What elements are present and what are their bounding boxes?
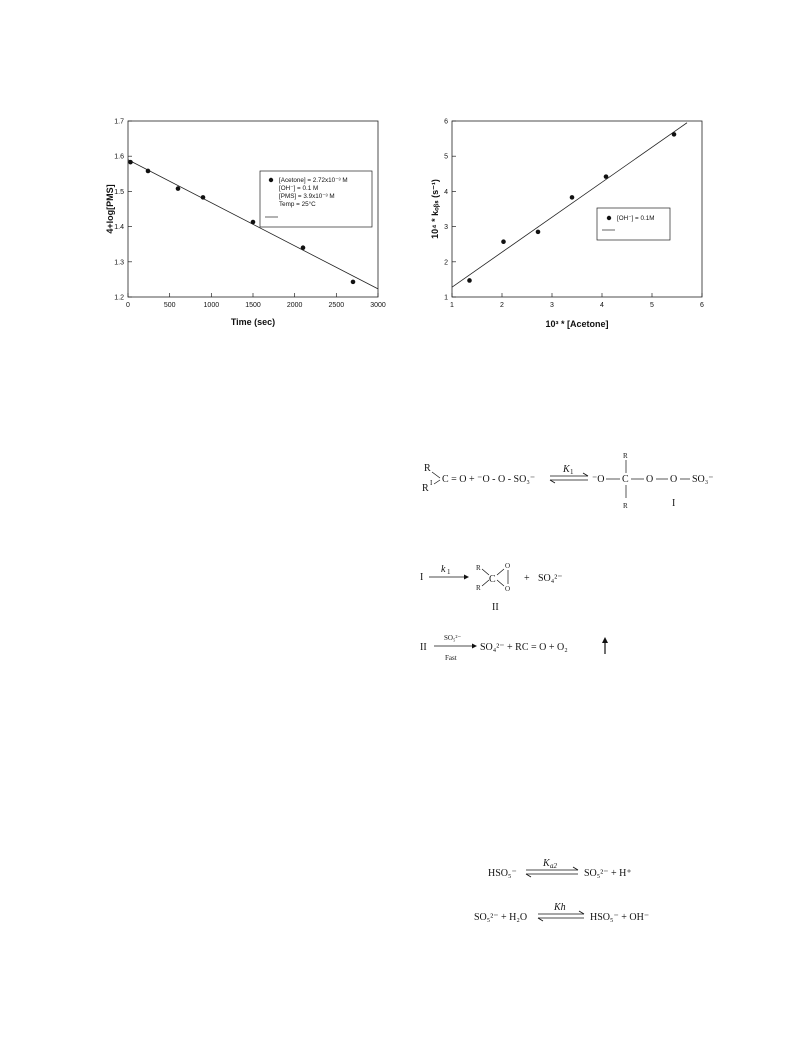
legend-marker (607, 216, 611, 220)
data-point (570, 195, 575, 200)
legend (260, 171, 372, 227)
data-point (604, 174, 609, 179)
eq2-reactant: I (420, 572, 424, 583)
x-tick-label: 1 (450, 302, 454, 309)
x-tick-label: 2000 (286, 302, 303, 309)
data-point (251, 220, 256, 225)
y-tick-label: 4 (444, 188, 448, 196)
x-axis-label: Time (sec) (230, 317, 276, 327)
chart-pms-svg (105, 115, 393, 335)
bond (482, 569, 489, 575)
eq2-k-sub: 1 (447, 568, 451, 576)
eq2-r-bottom: R (476, 584, 481, 592)
equation-2-dioxirane (418, 558, 618, 616)
y-tick-label: 1.4 (114, 224, 124, 232)
x-tick-label: 1500 (245, 302, 261, 309)
x-tick-label: 3 (550, 302, 554, 309)
eq1-so3: SO₃⁻ (692, 474, 714, 485)
bond (497, 569, 504, 575)
gas-evolution-arrow-icon (602, 637, 608, 654)
eq3-below: Fast (445, 654, 457, 662)
eq3-above: SO₅²⁻ (444, 634, 462, 642)
y-tick-label: 1.5 (114, 188, 124, 196)
x-tick-label: 2500 (328, 302, 345, 309)
equation-3-fast-step (418, 628, 628, 672)
eq2-numeral: II (492, 602, 499, 613)
legend-line-2: [OH⁻] = 0.1 M (279, 185, 319, 192)
eq1-numeral: I (672, 498, 676, 509)
data-point (467, 278, 472, 283)
eq1-o1: O (646, 474, 654, 485)
eq2-plus: + (524, 573, 530, 584)
y-tick-label: 5 (444, 153, 448, 161)
eq1-o2: O (670, 474, 678, 485)
legend-marker (269, 178, 273, 182)
eq4-k-sub: a2 (550, 862, 557, 870)
legend (597, 208, 670, 240)
eq5-left: SO₅²⁻ + H₂O (474, 912, 528, 923)
eq1-minus-o: ⁻O (592, 474, 605, 485)
equation-4-acid-dissociation (486, 854, 656, 884)
x-tick-label: 1000 (203, 302, 220, 309)
y-tick-label: 1.3 (114, 259, 124, 267)
bond (432, 472, 440, 478)
eq2-product: SO₄²⁻ (538, 573, 563, 584)
data-point (351, 280, 356, 285)
eq2-o-bottom: O (505, 585, 511, 593)
data-point (146, 169, 151, 174)
legend-box (597, 208, 670, 240)
eq4-right: SO₅²⁻ + H⁺ (584, 868, 632, 879)
y-tick-label: 1.7 (114, 118, 124, 126)
y-tick-label: 1.6 (114, 153, 124, 161)
equation-5-hydrolysis (472, 898, 662, 928)
legend-line-1: [OH⁻] = 0.1M (617, 215, 655, 222)
y-tick-label: 2 (444, 259, 448, 267)
y-tick-label: 1 (444, 294, 448, 302)
x-tick-label: 0 (126, 302, 130, 309)
eq5-k: Kh (554, 902, 566, 913)
y-axis-label: 4+log[PMS] (105, 184, 115, 234)
chart-pms-vs-time (105, 115, 393, 335)
bond (434, 480, 440, 484)
eq2-r-top: R (476, 564, 481, 572)
x-tick-label: 2 (500, 302, 504, 309)
eq1-r-up: R (623, 452, 628, 460)
eq1-k-sub: 1 (570, 468, 574, 476)
legend-line-4: Temp = 25°C (279, 201, 316, 208)
x-tick-label: 500 (163, 302, 176, 309)
r-prime: I (430, 479, 433, 487)
data-point (301, 245, 306, 250)
bond (482, 580, 489, 586)
legend-line-1: [Acetone] = 2.72x10⁻³ M (279, 177, 348, 184)
x-tick-label: 5 (650, 302, 654, 309)
data-point (672, 132, 677, 137)
eq4-left: HSO₅⁻ (488, 868, 517, 879)
y-tick-label: 1.2 (114, 294, 124, 302)
eq2-c: C (489, 574, 496, 585)
fit-line (452, 123, 687, 287)
r-top: R (424, 463, 431, 474)
y-axis-label: 10⁴ * kₒᵦₛ (s⁻¹) (430, 179, 440, 239)
eq4-k: K (543, 858, 550, 869)
data-point (128, 160, 133, 165)
eq3-reactant: II (420, 642, 427, 653)
eq1-left: C = O + ⁻O - O - SO₃⁻ (442, 474, 536, 485)
eq2-k: k (441, 564, 446, 575)
chart-kobs-vs-acetone (432, 115, 712, 335)
x-tick-label: 3000 (370, 302, 386, 309)
x-tick-label: 4 (600, 302, 604, 309)
data-point (501, 239, 506, 244)
eq3-products: SO₄²⁻ + RC = O + O₂ (480, 642, 568, 653)
eq1-r-down: R (623, 502, 628, 510)
reaction-arrow (434, 644, 477, 649)
equation-1-equilibrium (418, 448, 718, 516)
y-tick-label: 3 (444, 224, 448, 232)
data-point (201, 195, 206, 200)
y-tick-label: 6 (444, 118, 448, 126)
chart-kobs-svg (432, 115, 712, 335)
bond (497, 580, 504, 586)
legend-line-3: [PMS] = 3.9x10⁻³ M (279, 193, 335, 200)
eq5-right: HSO₅⁻ + OH⁻ (590, 912, 650, 923)
eq1-k: K (563, 464, 570, 475)
r-bottom: R (422, 483, 429, 494)
eq1-c: C (622, 474, 629, 485)
eq2-o-top: O (505, 562, 511, 570)
x-axis-label: 10³ * [Acetone] (545, 319, 609, 329)
data-point (536, 230, 541, 235)
data-point (176, 186, 181, 191)
x-tick-label: 6 (700, 302, 704, 309)
